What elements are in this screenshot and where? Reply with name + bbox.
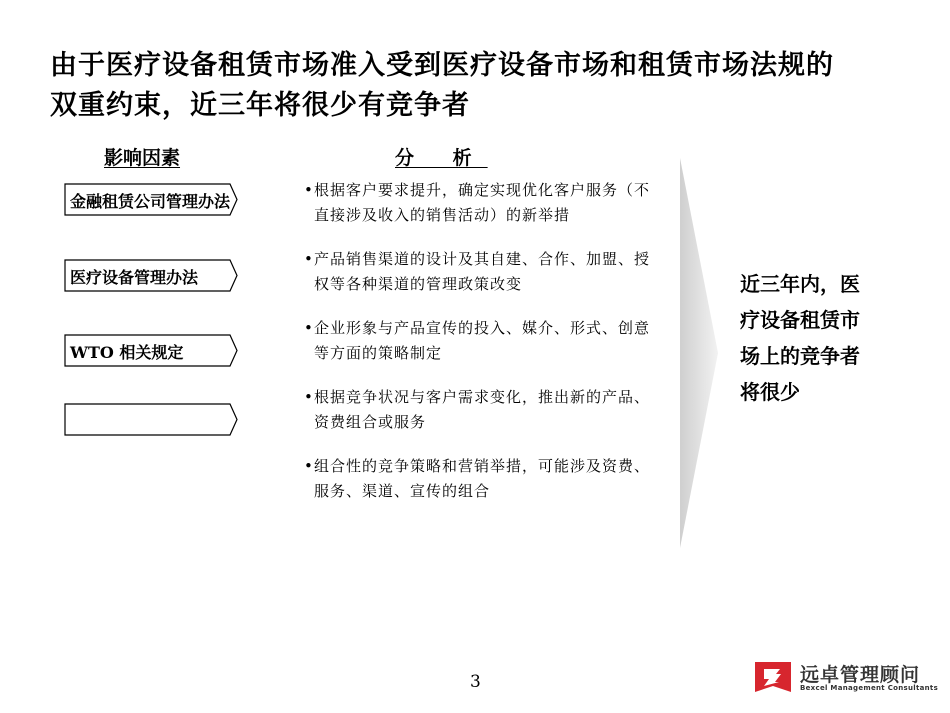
conclusion-text: 近三年内，医疗设备租赁市场上的竞争者将很少: [740, 272, 860, 404]
bullet-dot: •: [304, 457, 314, 475]
analysis-text: 企业形象与产品宣传的投入、媒介、形式、创意等方面的策略制定: [314, 319, 651, 362]
analysis-item: [304, 316, 654, 366]
bullet-dot: •: [304, 181, 314, 199]
analysis-header: 分 析: [395, 147, 488, 169]
analysis-item: [304, 454, 654, 504]
analysis-list: [304, 178, 654, 523]
factor-box-empty: [64, 403, 238, 436]
factors-header: 影响因素: [104, 147, 181, 169]
bexcel-logo-icon: [752, 660, 794, 694]
page-title: 由于医疗设备租赁市场准入受到医疗设备市场和租赁市场法规的双重约束，近三年将很少有竞争者: [50, 50, 834, 121]
analysis-item: [304, 247, 654, 297]
factor-box-medical-device: [64, 259, 238, 292]
page-number: 3: [470, 672, 481, 692]
factor-box-wto: [64, 334, 238, 367]
analysis-text: 产品销售渠道的设计及其自建、合作、加盟、授权等各种渠道的管理政策改变: [314, 250, 651, 293]
factor-arrow-shape: [64, 403, 238, 436]
analysis-item: [304, 178, 654, 228]
analysis-text: 根据客户要求提升，确定实现优化客户服务（不直接涉及收入的销售活动）的新举措: [314, 181, 651, 224]
logo-subtitle: Bexcel Management Consultants: [800, 684, 939, 692]
analysis-item: [304, 385, 654, 435]
factor-label: 医疗设备管理办法: [70, 268, 199, 287]
bullet-dot: •: [304, 250, 314, 268]
factor-label: WTO 相关规定: [70, 343, 184, 362]
large-chevron-arrow: [676, 158, 720, 548]
analysis-text: 根据竞争状况与客户需求变化，推出新的产品、资费组合或服务: [314, 388, 651, 431]
analysis-text: 组合性的竞争策略和营销举措，可能涉及资费、服务、渠道、宣传的组合: [314, 457, 651, 500]
bullet-dot: •: [304, 319, 314, 337]
bullet-dot: •: [304, 388, 314, 406]
company-logo: [752, 660, 939, 696]
factor-box-finance-leasing: [64, 183, 238, 216]
logo-name: 远卓管理顾问: [800, 664, 921, 686]
factor-label: 金融租赁公司管理办法: [70, 192, 231, 211]
